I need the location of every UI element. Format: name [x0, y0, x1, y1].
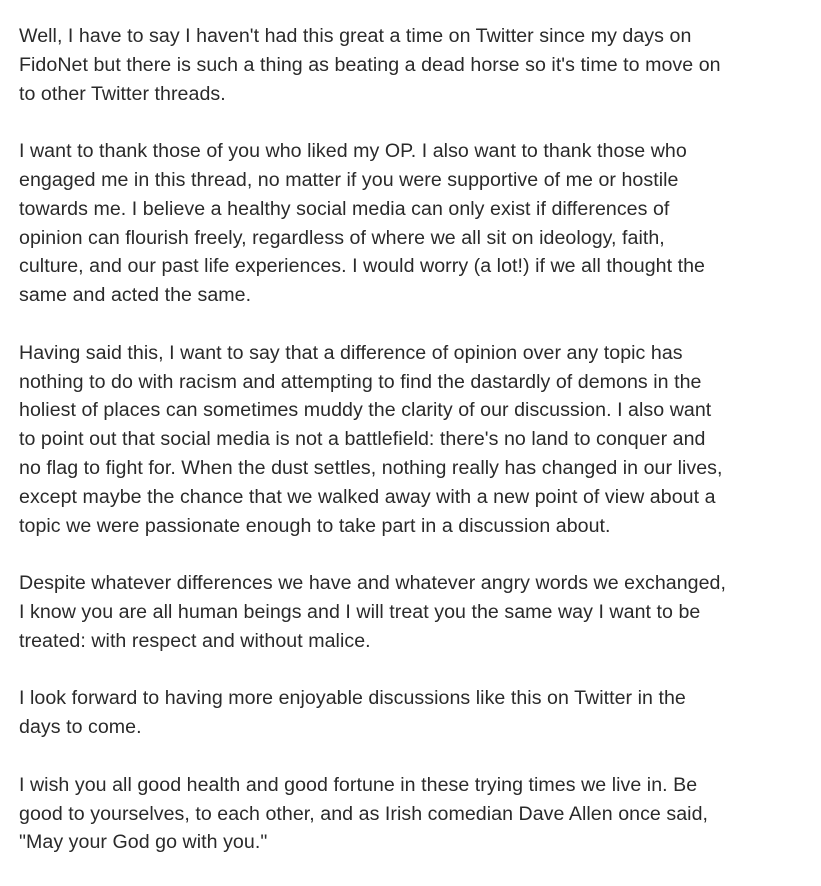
- text-line: nothing to do with racism and attempting to find the dastardly of demons in the: [19, 370, 702, 393]
- text-line: "May your God go with you.": [19, 831, 268, 854]
- text-line: treated: with respect and without malice.: [19, 629, 371, 652]
- paragraph-5: [19, 684, 815, 742]
- text-line: opinion can flourish freely, regardless of where we all sit on ideology, faith,: [19, 226, 665, 249]
- text-line: FidoNet but there is such a thing as beating a dead horse so it's time to move on: [19, 53, 721, 76]
- paragraph-2: [19, 137, 815, 310]
- text-line: to other Twitter threads.: [19, 82, 226, 105]
- text-line: I know you are all human beings and I will treat you the same way I want to be: [19, 600, 701, 623]
- text-line: holiest of places can sometimes muddy the clarity of our discussion. I also want: [19, 399, 712, 422]
- text-line: good to yourselves, to each other, and as Irish comedian Dave Allen once said,: [19, 802, 709, 825]
- text-line: culture, and our past life experiences. I would worry (a lot!) if we all thought the: [19, 255, 705, 278]
- text-line: I look forward to having more enjoyable discussions like this on Twitter in the: [19, 687, 686, 710]
- paragraph-1: [19, 22, 815, 108]
- text-line: Despite whatever differences we have and whatever angry words we exchanged,: [19, 572, 726, 595]
- text-line: no flag to fight for. When the dust settles, nothing really has changed in our lives,: [19, 456, 723, 479]
- text-line: topic we were passionate enough to take part in a discussion about.: [19, 514, 611, 537]
- text-line: Having said this, I want to say that a difference of opinion over any topic has: [19, 341, 683, 364]
- paragraph-4: [19, 569, 815, 655]
- text-line: to point out that social media is not a battlefield: there's no land to conquer and: [19, 428, 706, 451]
- text-line: I wish you all good health and good fortune in these trying times we live in. Be: [19, 773, 698, 796]
- paragraph-6: [19, 771, 815, 857]
- text-line: engaged me in this thread, no matter if you were supportive of me or hostile: [19, 168, 679, 191]
- text-line: days to come.: [19, 716, 142, 739]
- text-line: except maybe the chance that we walked away with a new point of view about a: [19, 485, 716, 508]
- paragraph-3: [19, 339, 815, 541]
- text-line: I want to thank those of you who liked my OP. I also want to thank those who: [19, 140, 687, 163]
- document-body: [19, 22, 815, 886]
- text-line: Well, I have to say I haven't had this great a time on Twitter since my days on: [19, 25, 692, 47]
- text-line: towards me. I believe a healthy social media can only exist if differences of: [19, 197, 670, 220]
- text-line: same and acted the same.: [19, 284, 252, 307]
